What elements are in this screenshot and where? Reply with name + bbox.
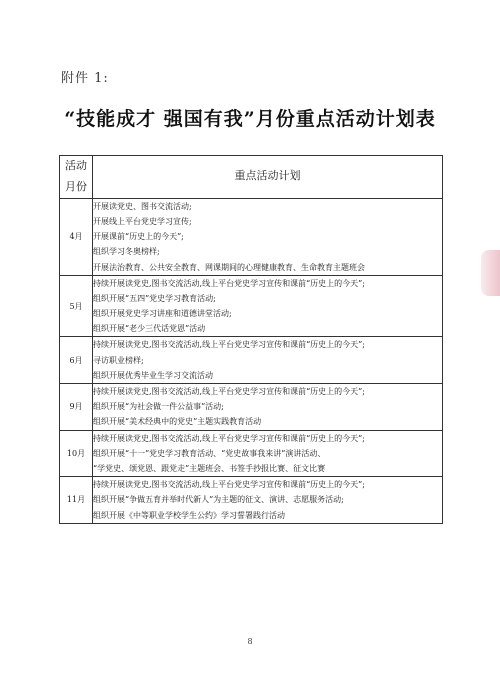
table-row	[60, 337, 443, 384]
plan-line: 组织开展“五四”党史学习教育活动;	[93, 293, 216, 303]
row-plan	[93, 275, 443, 337]
plan-line: 持续开展读党史,图书交流活动,线上平台党史学习宣传和课前“历史上的今天”;	[93, 433, 365, 443]
plan-line: 开展法治教育、公共安全教育、网课期间的心理健康教育、生命教育主题班会	[93, 262, 365, 272]
row-month: 4月	[60, 198, 93, 275]
table-row	[60, 430, 443, 477]
row-month: 5月	[60, 275, 93, 337]
plan-line: 组织开展“为社会做一件公益事”活动;	[93, 402, 224, 412]
row-month: 11月	[60, 477, 93, 524]
attachment-label: 附件 1:	[61, 71, 109, 86]
row-month: 6月	[60, 337, 93, 384]
row-plan	[93, 198, 443, 275]
activity-plan-table	[59, 155, 443, 524]
plan-line: 持续开展读党史,图书交流活动,线上平台党史学习宣传和课前“历史上的今天”;	[93, 480, 365, 490]
row-month: 9月	[60, 384, 93, 431]
seal-stamp-fragment	[481, 250, 500, 296]
plan-line: 持续开展读党史,图书交流活动,线上平台党史学习宣传和课前“历史上的今天”;	[93, 387, 365, 397]
header-month	[60, 156, 93, 199]
plan-line: 开展读党史、图书交流活动;	[93, 201, 192, 211]
plan-line: “学党史、颂党恩、跟党走”主题班会、书签手抄报比赛、征文比赛	[93, 463, 326, 473]
plan-line: 组织开展《中等职业学校学生公约》学习誓署践行活动	[93, 510, 285, 520]
table-row	[60, 384, 443, 431]
plan-line: 组织开展“老少三代话党恩”活动	[93, 324, 206, 334]
row-plan	[93, 337, 443, 384]
plan-line: 组织开展“争做五育并举时代新人”为主题的征文、演讲、志愿服务活动;	[93, 495, 344, 505]
plan-line: 组织开展优秀毕业生学习交流活动	[93, 370, 213, 380]
plan-line: 开展课前“历史上的今天”;	[93, 232, 184, 242]
header-plan: 重点活动计划	[93, 156, 443, 199]
header-month-line1: 活动	[65, 159, 87, 172]
plan-line: 持续开展读党史,图书交流活动,线上平台党史学习宣传和课前“历史上的今天”;	[93, 340, 365, 350]
document-title: “技能成才 强国有我”月份重点活动计划表	[64, 108, 436, 130]
row-plan	[93, 384, 443, 431]
plan-line: 持续开展读党史,图书交流活动,线上平台党史学习宣传和课前“历史上的今天”;	[93, 278, 365, 288]
plan-line: 组织开展“美术经典中的党史”主题实践教育活动	[93, 417, 262, 427]
header-month-line2: 月份	[65, 179, 87, 193]
plan-line: 组织开展党史学习讲座和道德讲堂活动;	[93, 309, 232, 319]
table-row	[60, 275, 443, 337]
row-plan	[93, 477, 443, 524]
plan-line: 开展线上平台党史学习宣传;	[93, 216, 192, 226]
table-row	[60, 477, 443, 524]
plan-line: 组织开展“十一”党史学习教育活动、“党史故事我来讲”演讲活动、	[93, 448, 326, 458]
page-number: 8	[247, 637, 253, 646]
row-plan	[93, 430, 443, 477]
row-month: 10月	[60, 430, 93, 477]
plan-line: 组织学习冬奥榜样;	[93, 247, 160, 257]
plan-line: 寻访职业榜样;	[93, 355, 144, 365]
table-row	[60, 198, 443, 275]
table-header-row	[60, 156, 443, 199]
